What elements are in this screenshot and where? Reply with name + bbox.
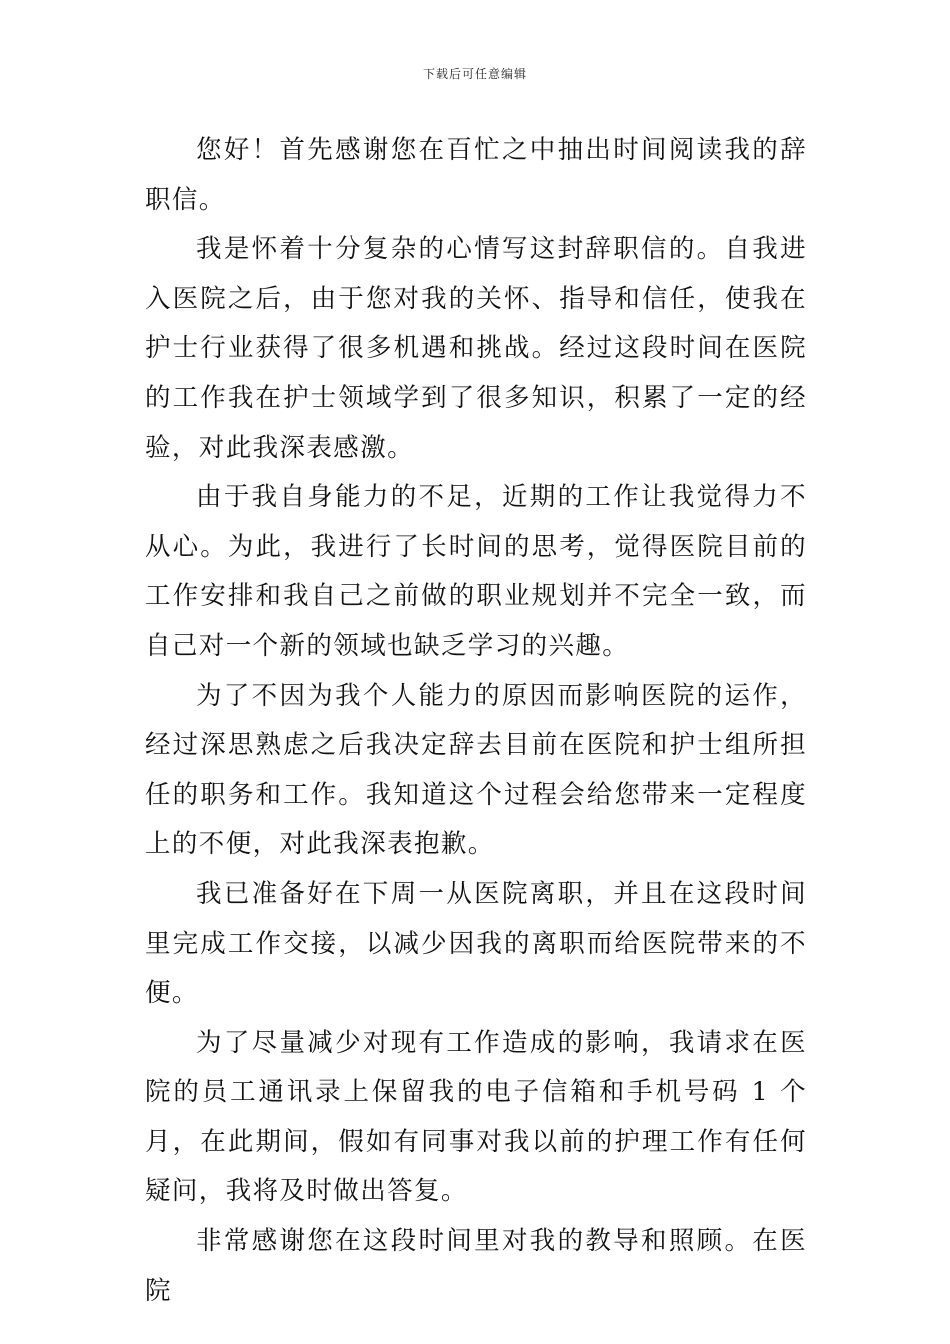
paragraph-gratitude: 我是怀着十分复杂的心情写这封辞职信的。自我进入医院之后，由于您对我的关怀、指导和信任，使我在护士行业获得了很多机遇和挑战。经过这段时间在医院的工作我在护士领域学到了很多知识，积累了一定的经验，对此我深表感激。 [145, 234, 807, 463]
paragraph-decision: 为了不因为我个人能力的原因而影响医院的运作，经过深思熟虑之后我决定辞去目前在医院和护士组所担任的职务和工作。我知道这个过程会给您带来一定程度上的不便，对此我深表抱歉。 [145, 680, 807, 860]
letter-body [145, 126, 807, 1316]
paragraph-greeting: 您好！首先感谢您在百忙之中抽出时间阅读我的辞职信。 [145, 135, 807, 215]
paragraph-contact-request: 为了尽量减少对现有工作造成的影响，我请求在医院的员工通讯录上保留我的电子信箱和手机号码 1 个月，在此期间，假如有同事对我以前的护理工作有任何疑问，我将及时做出答复。 [145, 1027, 807, 1207]
paragraph-reason: 由于我自身能力的不足，近期的工作让我觉得力不从心。为此，我进行了长时间的思考，觉得医院目前的工作安排和我自己之前做的职业规划并不完全一致，而自己对一个新的领域也缺乏学习的兴趣。 [145, 482, 807, 661]
paragraph-departure-date: 我已准备好在下周一从医院离职，并且在这段时间里完成工作交接，以减少因我的离职而给医院带来的不便。 [145, 878, 807, 1009]
paragraph-closing-thanks: 非常感谢您在这段时间里对我的教导和照顾。在医院 [145, 1226, 807, 1306]
page-header-note: 下载后可任意编辑 [422, 67, 527, 81]
